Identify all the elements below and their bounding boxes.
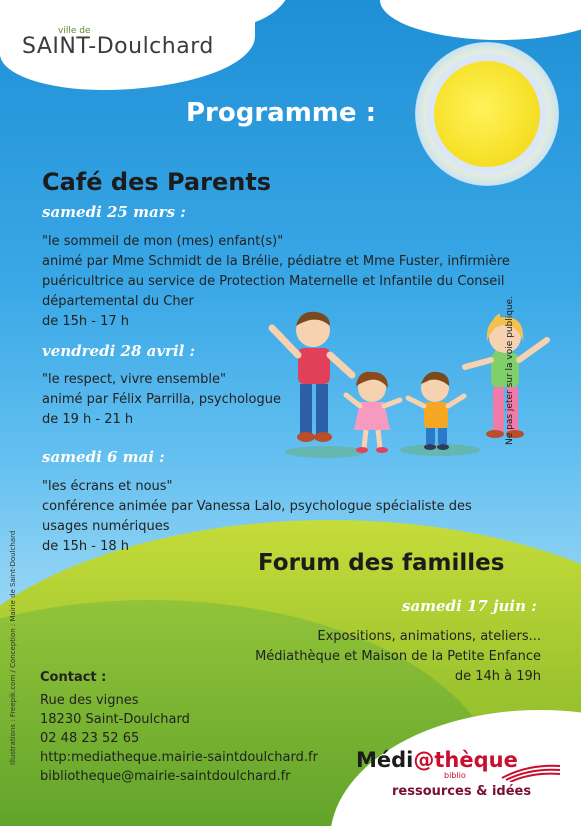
forum-line: Médiathèque et Maison de la Petite Enfance [255,649,541,664]
forum-title: Forum des familles [258,550,505,576]
mediatheque-logo [356,748,518,772]
session-line: animé par Félix Parrilla, psychologue [42,392,281,407]
cafe-title: Café des Parents [42,168,272,196]
swoosh-icon [500,760,562,782]
programme-title: Programme : [186,98,376,128]
session-line: conférence animée par Vanessa Lalo, psychologue spécialiste des [42,499,472,514]
forum-date: samedi 17 juin : [402,597,537,615]
mediatheque-tagline: ressources & idées [392,784,532,799]
session-line: de 19 h - 21 h [42,412,134,427]
session-date-3: samedi 6 mai : [42,448,165,466]
side-note: Ne pas jeter sur la voie publique. [505,295,515,445]
contact-city: 18230 Saint-Doulchard [40,712,190,727]
contact-block [40,691,318,786]
session-line: départemental du Cher [42,294,194,309]
town-logo: SAINT-Doulchard [22,34,214,59]
sun-icon [434,61,540,167]
contact-phone: 02 48 23 52 65 [40,731,140,746]
mediatheque-logo-part2: @thèque [413,748,518,772]
forum-text [255,627,541,687]
session-date-1: samedi 25 mars : [42,203,186,221]
session-line: animé par Mme Schmidt de la Brélie, pédiatre et Mme Fuster, infirmière [42,254,510,269]
mediatheque-logo-part1: Médi [356,748,414,772]
forum-line: Expositions, animations, ateliers... [317,629,541,644]
session-line: usages numériques [42,519,170,534]
credits: Illustrations : Freepik.com / Conception : Mairie de Saint-Doulchard [9,530,17,765]
session-date-2: vendredi 28 avril : [42,342,196,360]
contact-email: bibliotheque@mairie-saintdoulchard.fr [40,769,291,784]
session-text-3 [42,477,472,557]
logo-small-text: ville de [58,26,91,36]
mediatheque-biblio: biblio [444,771,466,780]
forum-line: de 14h à 19h [454,669,541,684]
session-text-2 [42,370,281,430]
session-line: "le respect, vivre ensemble" [42,372,227,387]
contact-label: Contact : [40,670,107,685]
contact-address: Rue des vignes [40,693,139,708]
session-line: de 15h - 17 h [42,314,130,329]
contact-website: http:mediatheque.mairie-saintdoulchard.fr [40,750,318,765]
session-line: "le sommeil de mon (mes) enfant(s)" [42,234,284,249]
cloud-top-right [380,0,581,40]
session-line: "les écrans et nous" [42,479,173,494]
session-line: puéricultrice au service de Protection Maternelle et Infantile du Conseil [42,274,505,289]
session-line: de 15h - 18 h [42,539,130,554]
